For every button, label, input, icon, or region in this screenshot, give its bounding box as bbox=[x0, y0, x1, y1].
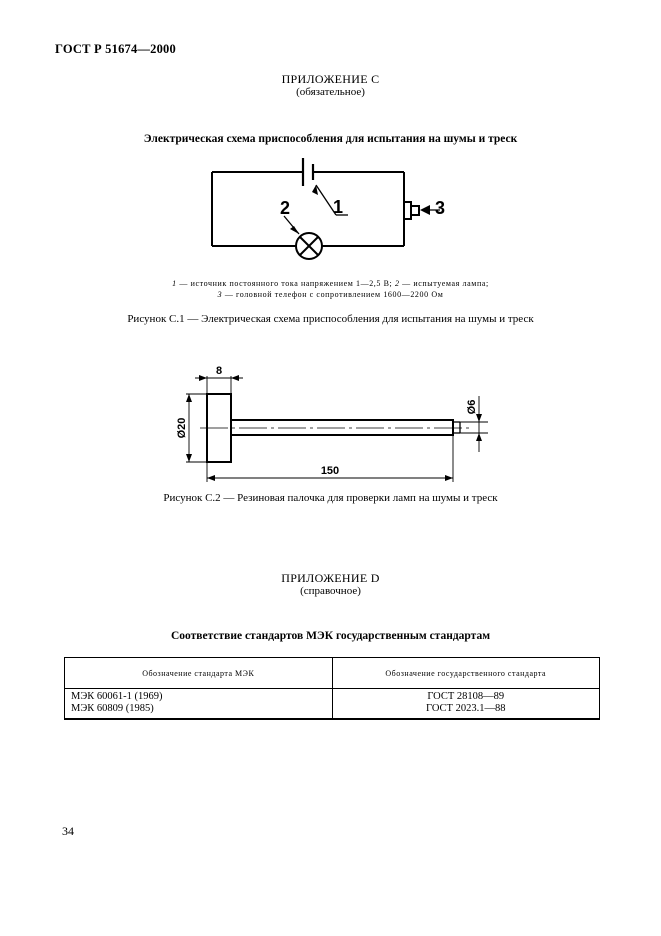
dim-label-8: 8 bbox=[215, 365, 223, 377]
arrow-8-right bbox=[231, 375, 239, 381]
iec-value: МЭК 60809 (1985) bbox=[71, 703, 154, 714]
table-row bbox=[65, 689, 600, 720]
arrow-20-bottom bbox=[186, 454, 192, 462]
header-iec-standard: Обозначение стандарта МЭК bbox=[65, 658, 333, 689]
dim-label-150: 150 bbox=[320, 465, 340, 477]
label-lamp: 2 bbox=[280, 198, 291, 218]
header-gost-standard: Обозначение государственного стандарта bbox=[332, 658, 600, 689]
arrow-8-left bbox=[199, 375, 207, 381]
gost-values-cell bbox=[332, 689, 600, 720]
label-phone: 3 bbox=[435, 198, 446, 218]
dim-label-20: Ø20 bbox=[176, 417, 188, 439]
iec-value: МЭК 60061-1 (1969) bbox=[71, 691, 163, 702]
figure-c1-caption: Рисунок С.1 — Электрическая схема приспособления для испытания на шумы и треск bbox=[127, 313, 534, 325]
dim-label-6: Ø6 bbox=[466, 399, 478, 415]
arrow-150-left bbox=[207, 475, 215, 481]
table-header-row bbox=[65, 658, 600, 689]
stick-rod bbox=[231, 420, 453, 435]
iec-values-cell bbox=[65, 689, 333, 720]
arrow-6-bottom bbox=[476, 433, 482, 441]
appendix-d-heading: Соответствие стандартов МЭК государственным стандартам bbox=[170, 630, 491, 642]
label-source: 1 bbox=[333, 197, 344, 217]
arrow-150-right bbox=[445, 475, 453, 481]
gost-value: ГОСТ 2023.1—88 bbox=[426, 703, 506, 714]
appendix-d-subtitle: (справочное) bbox=[300, 585, 361, 597]
legend-line-1: 1 — источник постоянного тока напряжением 1—2,5 В; 2 — испытуемая лампа; bbox=[172, 279, 489, 288]
arrow-20-top bbox=[186, 394, 192, 402]
appendix-c-subtitle: (обязательное) bbox=[296, 86, 365, 98]
legend-line-2: 3 — головной телефон с сопротивлением 1600—2200 Ом bbox=[217, 290, 444, 299]
document-header: ГОСТ Р 51674—2000 bbox=[55, 42, 176, 56]
appendix-c-title: ПРИЛОЖЕНИЕ С bbox=[281, 72, 380, 86]
gost-value: ГОСТ 28108—89 bbox=[427, 691, 505, 702]
standards-mapping-table bbox=[64, 657, 600, 720]
figure-c2-caption: Рисунок С.2 — Резиновая палочка для проверки ламп на шумы и треск bbox=[163, 492, 498, 504]
page-number: 34 bbox=[62, 824, 74, 838]
appendix-d-title: ПРИЛОЖЕНИЕ D bbox=[281, 571, 380, 585]
appendix-c-heading: Электрическая схема приспособления для испытания на шумы и треск bbox=[143, 133, 518, 145]
